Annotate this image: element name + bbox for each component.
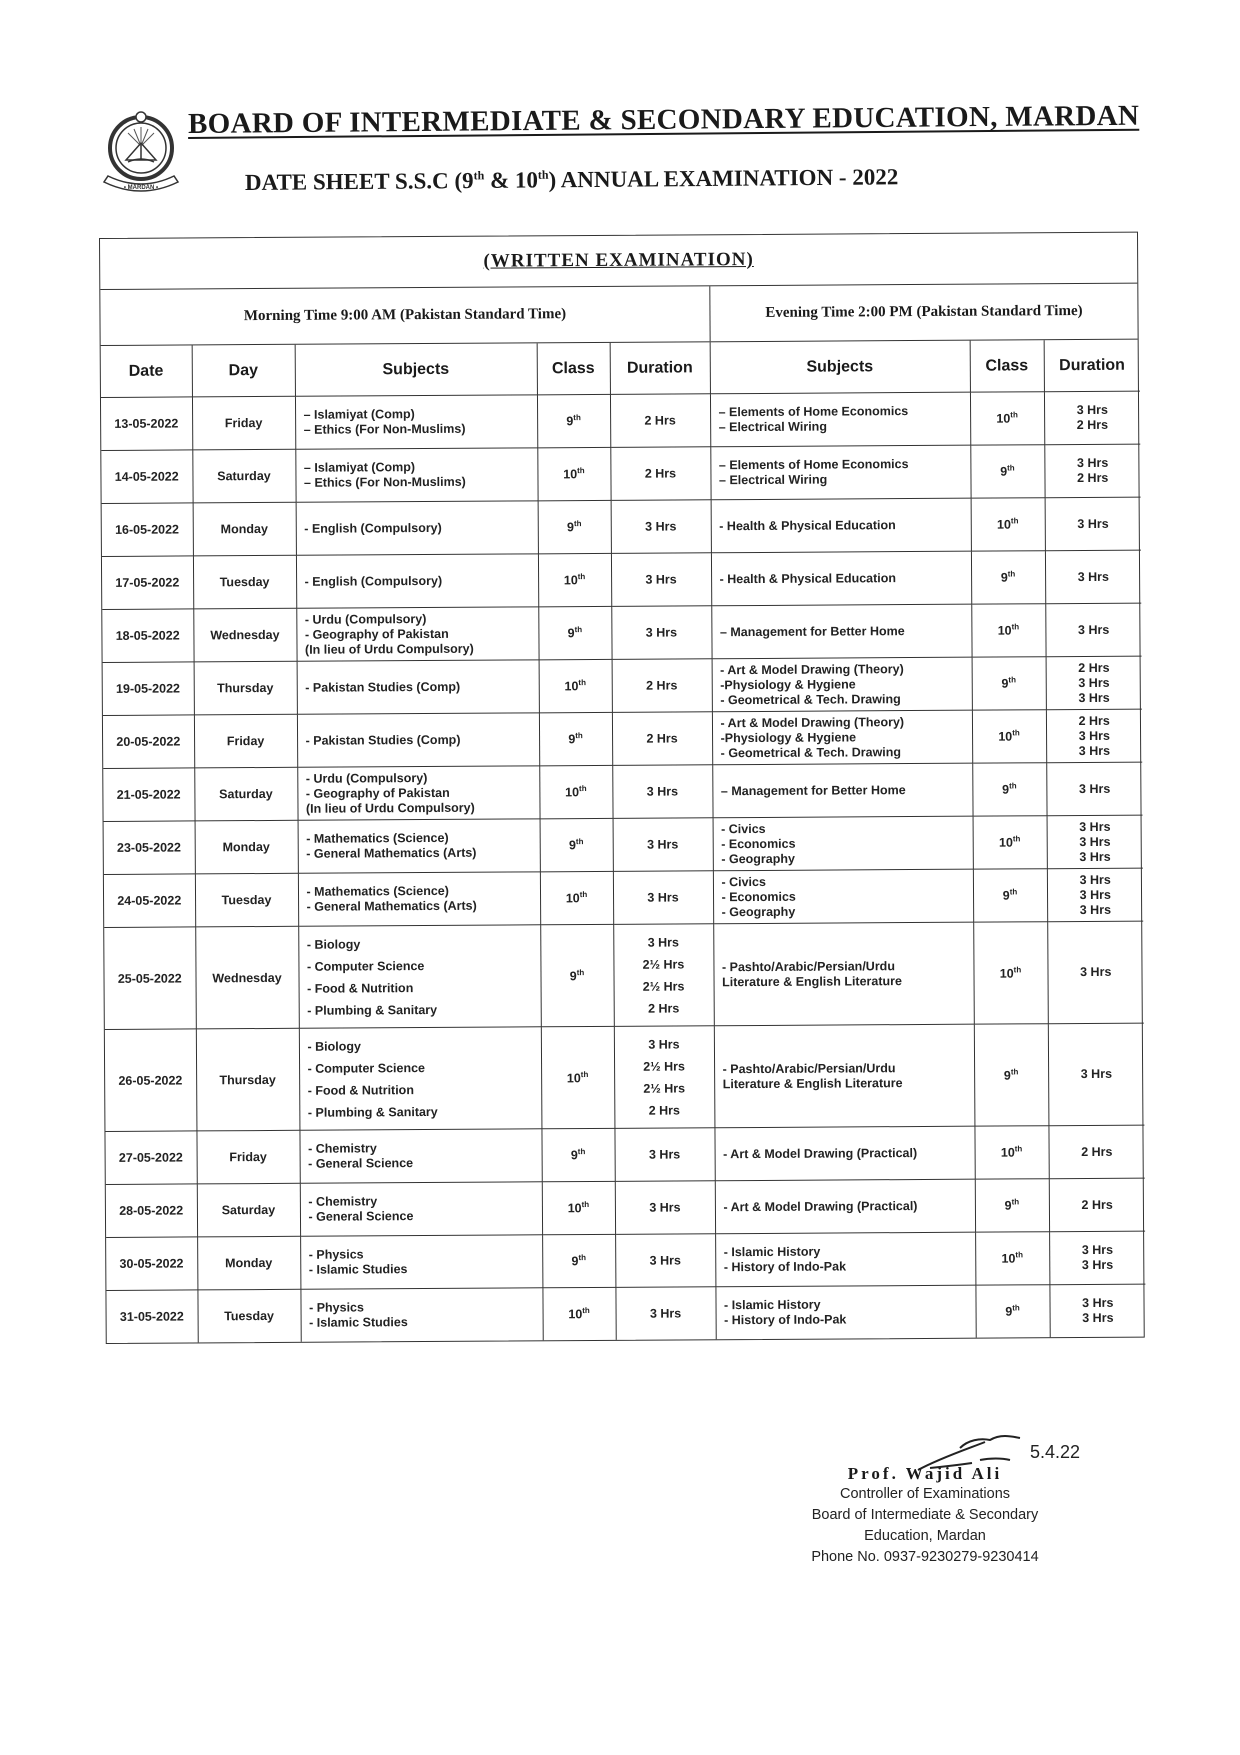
schedule-row [101, 391, 1140, 450]
morning-subjects-cell [297, 713, 539, 767]
schedule-row [103, 762, 1142, 821]
col-header-morning-duration: Duration [610, 342, 710, 394]
morning-subjects-cell [296, 501, 538, 555]
line-text: - Pashto/Arabic/Persian/Urdu [722, 1060, 896, 1076]
line-text: 3 Hrs [1078, 690, 1110, 705]
line-text: - History of Indo-Pak [723, 1259, 847, 1275]
line-text: – Ethics (For Non-Muslims) [303, 474, 466, 490]
line-text: - Islamic Studies [309, 1315, 408, 1330]
column-header-row [101, 340, 1140, 398]
morning-subjects-cell [298, 872, 540, 926]
line-text: 3 Hrs [648, 1146, 681, 1162]
evening-duration-cell [1047, 815, 1143, 869]
line-text: 3 Hrs [1081, 1257, 1114, 1273]
line-text: 3 Hrs [647, 934, 679, 950]
line-text: 3 Hrs [1081, 1242, 1114, 1258]
morning-duration-cell [613, 924, 714, 1027]
evening-class-cell: 9th [972, 763, 1046, 816]
line-text: 2 Hrs [1081, 1197, 1113, 1212]
evening-duration-cell [1048, 1125, 1144, 1179]
morning-subjects-cell [299, 1027, 542, 1130]
line-text: - Physics [308, 1300, 364, 1315]
date-cell: 31-05-2022 [106, 1290, 197, 1343]
schedule-row [106, 1231, 1145, 1290]
morning-subjects-cell [298, 925, 541, 1028]
line-text: 3 Hrs [645, 624, 678, 640]
day-cell: Friday [196, 1130, 299, 1184]
evening-duration-cell [1046, 762, 1142, 816]
day-cell: Thursday [196, 1028, 300, 1131]
evening-duration-cell [1044, 391, 1140, 445]
line-text: (In lieu of Urdu Compulsory) [304, 641, 474, 657]
line-text: 3 Hrs [645, 571, 677, 587]
morning-duration-cell [612, 712, 712, 766]
line-text: - Physics [308, 1247, 364, 1262]
line-text: 3 Hrs [1078, 675, 1110, 690]
line-text: 2½ Hrs [642, 956, 685, 972]
date-cell: 19-05-2022 [103, 662, 194, 716]
signatory-phone: Phone No. 0937-9230279-9230414 [811, 1549, 1039, 1565]
morning-subjects-cell [296, 554, 538, 608]
line-text: – Electrical Wiring [718, 419, 827, 435]
date-cell: 16-05-2022 [102, 503, 193, 557]
line-text: - English (Compulsory) [304, 520, 442, 536]
morning-duration-cell [615, 1181, 715, 1235]
line-text: 3 Hrs [1076, 455, 1109, 471]
session-header-row [100, 284, 1137, 346]
evening-subjects-cell [714, 1024, 975, 1128]
morning-class-cell: 9th [538, 606, 611, 659]
morning-subjects-cell [300, 1182, 542, 1236]
line-text: - Plumbing & Sanitary [307, 1002, 438, 1018]
line-text: - Economics [721, 836, 796, 851]
date-cell: 24-05-2022 [104, 874, 195, 928]
evening-subjects-cell [711, 551, 971, 606]
morning-duration-cell [615, 1287, 715, 1340]
schedule-row [106, 1178, 1145, 1237]
evening-duration-cell [1045, 603, 1141, 657]
morning-subjects-cell [298, 819, 540, 873]
line-text: – Management for Better Home [720, 782, 906, 798]
line-text: – Elements of Home Economics [718, 457, 909, 473]
board-seal-logo-icon [100, 108, 182, 200]
evening-duration-cell [1045, 497, 1141, 551]
morning-subjects-cell [295, 395, 537, 449]
evening-class-cell: 9th [970, 445, 1044, 498]
line-text: 2½ Hrs [642, 978, 685, 994]
morning-class-cell: 10th [542, 1287, 615, 1340]
signatory-org-line1: Board of Intermediate & Secondary [811, 1507, 1039, 1523]
evening-subjects-cell [714, 1126, 974, 1181]
line-text: 2 Hrs [646, 730, 678, 746]
morning-class-cell: 9th [540, 818, 613, 871]
line-text: - General Science [308, 1156, 414, 1171]
signatory-name: Prof. Wajid Ali [847, 1464, 1003, 1483]
schedule-row [102, 603, 1141, 662]
line-text: 3 Hrs [1076, 402, 1109, 418]
date-cell: 20-05-2022 [103, 715, 194, 769]
evening-session-label: Evening Time 2:00 PM (Pakistan Standard Time) [765, 302, 1083, 321]
schedule-row [103, 656, 1142, 715]
schedule-row [104, 921, 1144, 1029]
signatory-designation: Controller of Examinations [839, 1486, 1011, 1502]
evening-class-cell: 10th [972, 710, 1046, 763]
morning-class-cell: 9th [537, 394, 610, 447]
line-text: 3 Hrs [1079, 902, 1112, 917]
line-text: 3 Hrs [647, 836, 679, 852]
line-text: - Islamic History [723, 1244, 821, 1260]
morning-duration-cell [615, 1234, 715, 1288]
line-text: - Computer Science [306, 958, 425, 974]
line-text: 3 Hrs [1078, 728, 1110, 743]
line-text: – Management for Better Home [719, 623, 905, 639]
evening-class-cell: 10th [971, 604, 1045, 657]
evening-class-cell: 9th [975, 1179, 1049, 1232]
line-text: 3 Hrs [1077, 516, 1109, 531]
morning-duration-cell [613, 818, 713, 872]
line-text: -Physiology & Hygiene [720, 676, 856, 692]
line-text: - Art & Model Drawing (Theory) [720, 661, 904, 677]
morning-subjects-cell [299, 1129, 541, 1183]
evening-subjects-cell [712, 710, 972, 765]
evening-class-cell: 9th [971, 551, 1045, 604]
line-text: - Geography [721, 904, 796, 919]
day-cell: Wednesday [195, 926, 299, 1029]
evening-class-cell: 10th [975, 1232, 1049, 1285]
line-text: - Health & Physical Education [719, 570, 897, 586]
morning-class-cell: 9th [538, 500, 611, 553]
evening-subjects-cell [713, 869, 973, 924]
line-text: - Biology [306, 936, 361, 952]
line-text: 3 Hrs [1079, 872, 1111, 887]
morning-duration-cell [611, 606, 711, 660]
date-cell: 30-05-2022 [106, 1237, 197, 1291]
morning-duration-cell [610, 394, 710, 448]
evening-class-cell: 10th [971, 498, 1045, 551]
line-text: – Elements of Home Economics [718, 404, 909, 420]
line-text: 3 Hrs [1078, 781, 1111, 796]
line-text: Literature & English Literature [722, 973, 903, 989]
morning-class-cell: 9th [542, 1234, 615, 1287]
evening-subjects-cell [710, 392, 970, 447]
morning-duration-cell [614, 1026, 715, 1129]
schedule-table [101, 340, 1146, 1343]
line-text: – Islamiyat (Comp) [303, 407, 415, 422]
line-text: – Electrical Wiring [718, 472, 828, 488]
date-sheet-table [99, 232, 1145, 1344]
evening-subjects-cell [710, 445, 970, 500]
board-title: BOARD OF INTERMEDIATE & SECONDARY EDUCATION, MARDAN [187, 99, 1140, 140]
line-text: 2 Hrs [644, 412, 676, 428]
line-text: 2 Hrs [644, 465, 677, 481]
date-sheet-title: DATE SHEET S.S.C (9th & 10th) ANNUAL EXAMINATION - 2022 [244, 164, 899, 195]
evening-duration-cell [1048, 1023, 1145, 1126]
morning-subjects-cell [297, 766, 539, 820]
line-text: 3 Hrs [1079, 819, 1111, 834]
line-text: 2 Hrs [1076, 417, 1109, 433]
morning-class-cell: 10th [539, 659, 612, 712]
morning-duration-cell [611, 553, 711, 607]
handwritten-signature-icon [910, 1430, 1100, 1475]
col-header-date: Date [101, 345, 192, 397]
evening-class-cell: 9th [975, 1285, 1049, 1338]
morning-duration-cell [610, 447, 710, 501]
day-cell: Monday [195, 820, 298, 874]
line-text: - History of Indo-Pak [724, 1312, 847, 1328]
line-text: 2½ Hrs [643, 1080, 686, 1096]
date-cell: 14-05-2022 [101, 450, 192, 504]
line-text: - Health & Physical Education [719, 517, 896, 533]
line-text: - Food & Nutrition [307, 980, 414, 996]
line-text: 2½ Hrs [643, 1058, 685, 1074]
line-text: - Urdu (Compulsory) [304, 611, 427, 627]
col-header-morning-class: Class [537, 343, 610, 395]
line-text: - Urdu (Compulsory) [305, 770, 428, 786]
morning-class-cell: 10th [538, 553, 611, 606]
evening-class-cell: 10th [973, 922, 1048, 1024]
line-text: 3 Hrs [1080, 964, 1112, 980]
evening-duration-cell [1049, 1284, 1145, 1337]
line-text: 2 Hrs [648, 1102, 681, 1118]
section-title: (WRITTEN EXAMINATION) [100, 233, 1137, 290]
line-text: 2 Hrs [1081, 1144, 1113, 1159]
line-text: 3 Hrs [648, 1036, 680, 1052]
signatory-org-line2: Education, Mardan [864, 1528, 986, 1544]
line-text: 3 Hrs [1079, 849, 1111, 864]
evening-class-cell: 9th [972, 657, 1046, 710]
evening-class-cell: 9th [973, 869, 1047, 922]
day-cell: Monday [193, 502, 296, 556]
schedule-row [106, 1284, 1145, 1343]
line-text: 3 Hrs [645, 518, 677, 534]
evening-subjects-cell [711, 604, 971, 659]
morning-class-cell: 10th [539, 765, 612, 818]
line-text: 3 Hrs [1079, 887, 1111, 902]
col-header-evening-duration: Duration [1044, 340, 1140, 392]
line-text: – Ethics (For Non-Muslims) [303, 421, 466, 437]
line-text: - Geometrical & Tech. Drawing [720, 691, 901, 707]
day-cell: Tuesday [197, 1289, 300, 1342]
line-text: - Biology [307, 1038, 361, 1054]
date-cell: 26-05-2022 [105, 1029, 197, 1132]
evening-duration-cell [1047, 868, 1143, 922]
line-text: 3 Hrs [649, 1305, 682, 1321]
col-header-day: Day [192, 345, 295, 397]
evening-subjects-cell [712, 657, 972, 712]
day-cell: Wednesday [193, 608, 296, 662]
evening-duration-cell [1049, 1231, 1145, 1285]
line-text: 2 Hrs [646, 677, 678, 693]
line-text: - Mathematics (Science) [306, 883, 449, 899]
line-text: - Chemistry [308, 1141, 377, 1156]
schedule-row [102, 550, 1141, 609]
date-cell: 23-05-2022 [104, 821, 195, 875]
date-cell: 27-05-2022 [105, 1131, 196, 1185]
line-text: 2 Hrs [648, 1000, 680, 1016]
schedule-row [103, 709, 1142, 768]
evening-subjects-cell [715, 1232, 975, 1287]
day-cell: Saturday [197, 1183, 300, 1237]
evening-subjects-cell [715, 1179, 975, 1234]
evening-class-cell: 10th [970, 392, 1044, 445]
col-header-morning-subjects: Subjects [295, 343, 537, 396]
line-text: 3 Hrs [1077, 622, 1110, 637]
day-cell: Friday [192, 396, 295, 450]
line-text: 2 Hrs [1078, 713, 1110, 728]
line-text: 3 Hrs [649, 1199, 681, 1215]
line-text: 3 Hrs [1077, 569, 1110, 584]
line-text: 3 Hrs [649, 1252, 681, 1268]
day-cell: Saturday [192, 449, 295, 503]
line-text: 2 Hrs [1078, 660, 1110, 675]
morning-session-label: Morning Time 9:00 AM (Pakistan Standard Time) [100, 286, 710, 345]
line-text: 3 Hrs [646, 783, 679, 799]
col-header-evening-class: Class [970, 340, 1044, 392]
day-cell: Tuesday [193, 555, 296, 609]
schedule-row [105, 1023, 1145, 1131]
schedule-row [101, 444, 1140, 503]
morning-duration-cell [614, 1128, 714, 1182]
line-text: - Computer Science [307, 1060, 426, 1076]
line-text: 3 Hrs [1079, 834, 1111, 849]
line-text: - General Mathematics (Arts) [306, 845, 477, 861]
line-text: - Food & Nutrition [307, 1082, 414, 1098]
line-text: - Economics [721, 889, 796, 904]
schedule-row [104, 868, 1143, 927]
morning-duration-cell [612, 765, 712, 819]
day-cell: Tuesday [195, 873, 298, 927]
line-text: - Art & Model Drawing (Practical) [723, 1145, 918, 1161]
evening-class-cell: 10th [973, 816, 1047, 869]
line-text: - Islamic Studies [308, 1262, 408, 1277]
morning-subjects-cell [300, 1288, 542, 1342]
schedule-rows [101, 391, 1146, 1343]
col-header-evening-subjects: Subjects [710, 341, 970, 394]
line-text: 3 Hrs [647, 889, 679, 905]
line-text: - English (Compulsory) [304, 573, 443, 589]
line-text: -Physiology & Hygiene [720, 729, 857, 745]
line-text: - Islamic History [723, 1297, 821, 1313]
morning-subjects-cell [297, 660, 539, 714]
morning-subjects-cell [296, 607, 538, 661]
evening-subjects-cell [712, 763, 972, 818]
morning-class-cell: 9th [541, 1128, 614, 1181]
evening-class-cell: 9th [974, 1024, 1049, 1126]
line-text: - Geography of Pakistan [304, 626, 449, 642]
morning-duration-cell [611, 500, 711, 554]
day-cell: Saturday [194, 767, 297, 821]
evening-duration-cell [1046, 709, 1142, 763]
evening-duration-cell [1044, 444, 1140, 498]
line-text: - Civics [721, 821, 766, 836]
line-text: - Art & Model Drawing (Theory) [720, 714, 905, 730]
day-cell: Monday [197, 1236, 300, 1290]
morning-class-cell: 9th [539, 712, 612, 765]
evening-subjects-cell [713, 816, 973, 871]
line-text: - Chemistry [308, 1194, 378, 1209]
date-cell: 25-05-2022 [104, 927, 196, 1030]
line-text: - Pakistan Studies (Comp) [305, 732, 461, 748]
line-text: 3 Hrs [1082, 1310, 1114, 1326]
svg-text:• MARDAN •: • MARDAN • [123, 185, 159, 191]
schedule-row [104, 815, 1143, 874]
schedule-row [102, 497, 1141, 556]
day-cell: Thursday [194, 661, 297, 715]
evening-duration-cell [1046, 656, 1142, 710]
signature-block [760, 1430, 1090, 1568]
line-text: - Geography [721, 851, 795, 866]
date-cell: 18-05-2022 [102, 609, 193, 663]
date-cell: 17-05-2022 [102, 556, 193, 610]
line-text: 2 Hrs [1077, 470, 1109, 486]
line-text: - Geography of Pakistan [305, 785, 450, 801]
evening-class-cell: 10th [974, 1126, 1048, 1179]
morning-class-cell: 10th [540, 871, 613, 924]
line-text: - Pakistan Studies (Comp) [305, 679, 461, 695]
line-text: 3 Hrs [1078, 743, 1111, 758]
line-text: - Pashto/Arabic/Persian/Urdu [721, 958, 895, 974]
morning-class-cell: 9th [540, 924, 614, 1026]
evening-duration-cell [1049, 1178, 1145, 1232]
line-text: - Art & Model Drawing (Practical) [723, 1198, 918, 1214]
evening-subjects-cell [713, 922, 974, 1026]
evening-subjects-cell [711, 498, 971, 553]
svg-text:5.4.22: 5.4.22 [1030, 1442, 1081, 1462]
morning-class-cell: 10th [541, 1026, 615, 1128]
evening-duration-cell [1047, 921, 1144, 1024]
morning-subjects-cell [295, 448, 537, 502]
morning-class-cell: 10th [537, 447, 610, 500]
evening-subjects-cell [715, 1285, 975, 1339]
line-text: – Islamiyat (Comp) [303, 460, 416, 475]
morning-class-cell: 10th [542, 1181, 615, 1234]
morning-duration-cell [612, 659, 712, 713]
line-text: 3 Hrs [1080, 1066, 1113, 1082]
line-text: - General Science [308, 1209, 414, 1224]
date-cell: 21-05-2022 [103, 768, 194, 822]
day-cell: Friday [194, 714, 297, 768]
evening-duration-cell [1045, 550, 1141, 604]
date-cell: 28-05-2022 [106, 1184, 197, 1238]
schedule-row [105, 1125, 1144, 1184]
line-text: Literature & English Literature [722, 1075, 903, 1091]
date-cell: 13-05-2022 [101, 397, 192, 451]
morning-subjects-cell [300, 1235, 542, 1289]
line-text: - Civics [721, 874, 766, 889]
line-text: (In lieu of Urdu Compulsory) [305, 800, 475, 816]
line-text: - Plumbing & Sanitary [307, 1104, 438, 1120]
line-text: - Mathematics (Science) [306, 830, 449, 846]
line-text: - Geometrical & Tech. Drawing [720, 744, 902, 760]
line-text: 3 Hrs [1082, 1295, 1114, 1311]
morning-duration-cell [613, 871, 713, 925]
line-text: - General Mathematics (Arts) [306, 898, 477, 914]
